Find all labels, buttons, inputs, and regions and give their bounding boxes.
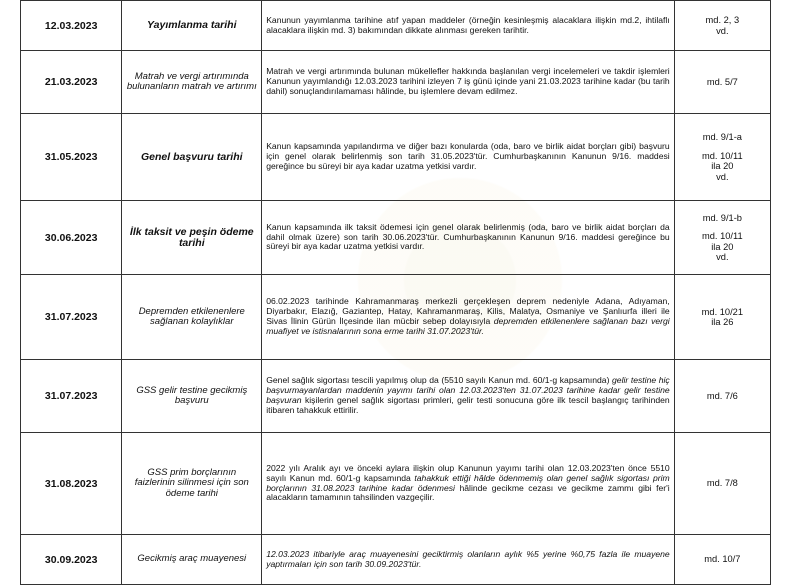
description-text: Kanun kapsamında yapılandırma ve diğer bazı konularda (oda, baro ve birlik aidat borçları gibi) başvuru için genel olarak belirlenmiş son tarih 31.05.2023'tür. Cumhurbaşkanının Kanunun 9/16. maddesi gereğince bu süreyi bir aya kadar uzatma yetkisi vardır. — [266, 141, 670, 171]
table-row — [21, 1, 771, 51]
deadline-date: 31.08.2023 — [21, 433, 122, 535]
deadline-topic: Genel başvuru tarihi — [122, 114, 262, 201]
table-row — [21, 535, 771, 585]
deadline-date: 12.03.2023 — [21, 1, 122, 51]
deadline-description — [262, 535, 675, 585]
article-reference — [674, 114, 770, 201]
reference-line: md. 7/8 — [706, 478, 738, 489]
reference-line: md. 10/11 — [702, 150, 743, 161]
description-text: kişilerin genel sağlık sigortası primleri, gelir testi sonucuna göre ilk tescil başlangıç tarihinden itibaren tahakkuk ettirilir. — [266, 395, 670, 415]
deadline-topic: Yayımlanma tarihi — [122, 1, 262, 51]
table-row — [21, 275, 771, 360]
deadline-topic: Depremden etkilenenlere sağlanan kolaylıklar — [122, 275, 262, 360]
deadline-topic: İlk taksit ve peşin ödeme tarihi — [122, 201, 262, 275]
reference-line: md. 10/11 — [702, 231, 743, 241]
reference-line: vd. — [716, 252, 729, 262]
table-row — [21, 433, 771, 535]
table-row — [21, 114, 771, 201]
deadline-description — [262, 360, 675, 433]
reference-line: md. 9/1-a — [702, 132, 742, 142]
deadline-topic: Matrah ve vergi artırımında bulunanların matrah ve artırımı — [122, 51, 262, 114]
deadline-description — [262, 51, 675, 114]
deadline-date: 30.06.2023 — [21, 201, 122, 275]
deadline-date: 31.07.2023 — [21, 275, 122, 360]
description-text: tahakkuk ettiği hâlde ödenmemiş olan genel sağlık sigortası prim borçlarının 31.08.2023 tarihine kadar ödenmesi — [266, 472, 670, 493]
article-reference — [674, 1, 770, 51]
description-text: 12.03.2023 itibariyle araç muayenesini geciktirmiş olanların aylık %5 yerine %0,75 fazla ile muayene yaptırmaları için son tarih 30.09.2023'tür. — [266, 548, 670, 569]
deadline-description — [262, 201, 675, 275]
article-reference — [674, 51, 770, 114]
deadline-table — [20, 0, 771, 585]
deadline-date: 31.05.2023 — [21, 114, 122, 201]
reference-spacer — [679, 143, 766, 151]
article-reference — [674, 360, 770, 433]
description-text: depremden etkilenenlere sağlanan bazı vergi muafiyet ve istisnalarının sona erme tarihi 31.07.2023'tür. — [266, 316, 670, 336]
deadline-date: 31.07.2023 — [21, 360, 122, 433]
article-reference — [674, 201, 770, 275]
deadline-description — [262, 275, 675, 360]
reference-line: md. 10/7 — [704, 554, 741, 565]
reference-line: ila 26 — [711, 317, 734, 327]
description-text: 2022 yılı Aralık ayı ve önceki aylara ilişkin olup Kanunun yayımı tarihi olan 12.03.2023'ten önce 5510 sayılı Kanun md. 60/1-g kapsamında — [266, 462, 670, 483]
description-text: gelir testine hiç başvurmayanlardan maddenin yayımı tarihi olan 12.03.2023'ten 31.07.2023 tarihine kadar gelir testine başvuran — [266, 375, 670, 405]
description-text: Kanun kapsamında ilk taksit ödemesi için genel olarak belirlenmiş (oda, baro ve birlik aidat borçları da dahil olmak üzere) son tarih 30.06.2023'tür. Cumhurbaşkanının Kanunun 9/16. maddesi gereğince bu süreyi bir aya kadar uzatma yetkisi vardır. — [266, 221, 670, 252]
deadline-date: 21.03.2023 — [21, 51, 122, 114]
deadline-topic: GSS prim borçlarının faizlerinin silinmesi için son ödeme tarihi — [122, 433, 262, 535]
reference-line: md. 7/6 — [706, 390, 738, 401]
deadline-topic: Gecikmiş araç muayenesi — [122, 535, 262, 585]
reference-spacer — [679, 223, 766, 231]
reference-line: vd. — [716, 171, 729, 182]
table-row — [21, 51, 771, 114]
deadline-description — [262, 114, 675, 201]
reference-line: ila 20 — [711, 161, 734, 171]
deadline-description — [262, 1, 675, 51]
description-text: hâlinde gecikme cezası ve gecikme zammı gibi fer'i alacakların tamamının tahsilinden vazgeçilir. — [266, 482, 670, 503]
deadline-date: 30.09.2023 — [21, 535, 122, 585]
reference-line: md. 10/21 — [701, 306, 744, 317]
table-row — [21, 201, 771, 275]
reference-line: ila 20 — [711, 241, 734, 252]
reference-line: md. 5/7 — [706, 76, 738, 87]
description-text: Genel sağlık sigortası tescili yapılmış olup da (5510 sayılı Kanun md. 60/1-g kapsamında) — [266, 375, 613, 386]
table-row — [21, 360, 771, 433]
reference-line: md. 2, 3 — [705, 15, 740, 25]
article-reference — [674, 275, 770, 360]
deadline-topic: GSS gelir testine gecikmiş başvuru — [122, 360, 262, 433]
description-text: 06.02.2023 tarihinde Kahramanmaraş merkezli gerçekleşen deprem nedeniyle Adana, Adıyaman, Diyarbakır, Elazığ, Gaziantep, Hatay, Kahramanmaraş, Kilis, Malatya, Osmaniye ve Şanlıurfa illeri ile Sivas İlinin Gürün İlçesinde ilan mücbir sebep dolayısıyla — [266, 296, 670, 326]
description-text: Kanunun yayımlanma tarihine atıf yapan maddeler (örneğin kesinleşmiş alacaklara ilişkin md.2, ihtilaflı alacaklara ilişkin md. 3) bakımından dikkate alınması gereken tarihtir. — [266, 14, 670, 35]
reference-line: vd. — [716, 25, 729, 36]
description-text: Matrah ve vergi artırımında bulunan mükellefler hakkında başlanılan vergi incelemeleri ve takdir işlemleri Kanunun yayımlandığı 12.03.2023 tarihini izleyen 7 iş günü içinde yani 21.03.2023 tarihine kadar (bu tarih dahil) sonuçlandırılamaması hâlinde, bu işlemlere devam edilmez. — [266, 66, 670, 96]
deadline-description — [262, 433, 675, 535]
article-reference — [674, 433, 770, 535]
article-reference — [674, 535, 770, 585]
reference-line: md. 9/1-b — [702, 212, 742, 223]
